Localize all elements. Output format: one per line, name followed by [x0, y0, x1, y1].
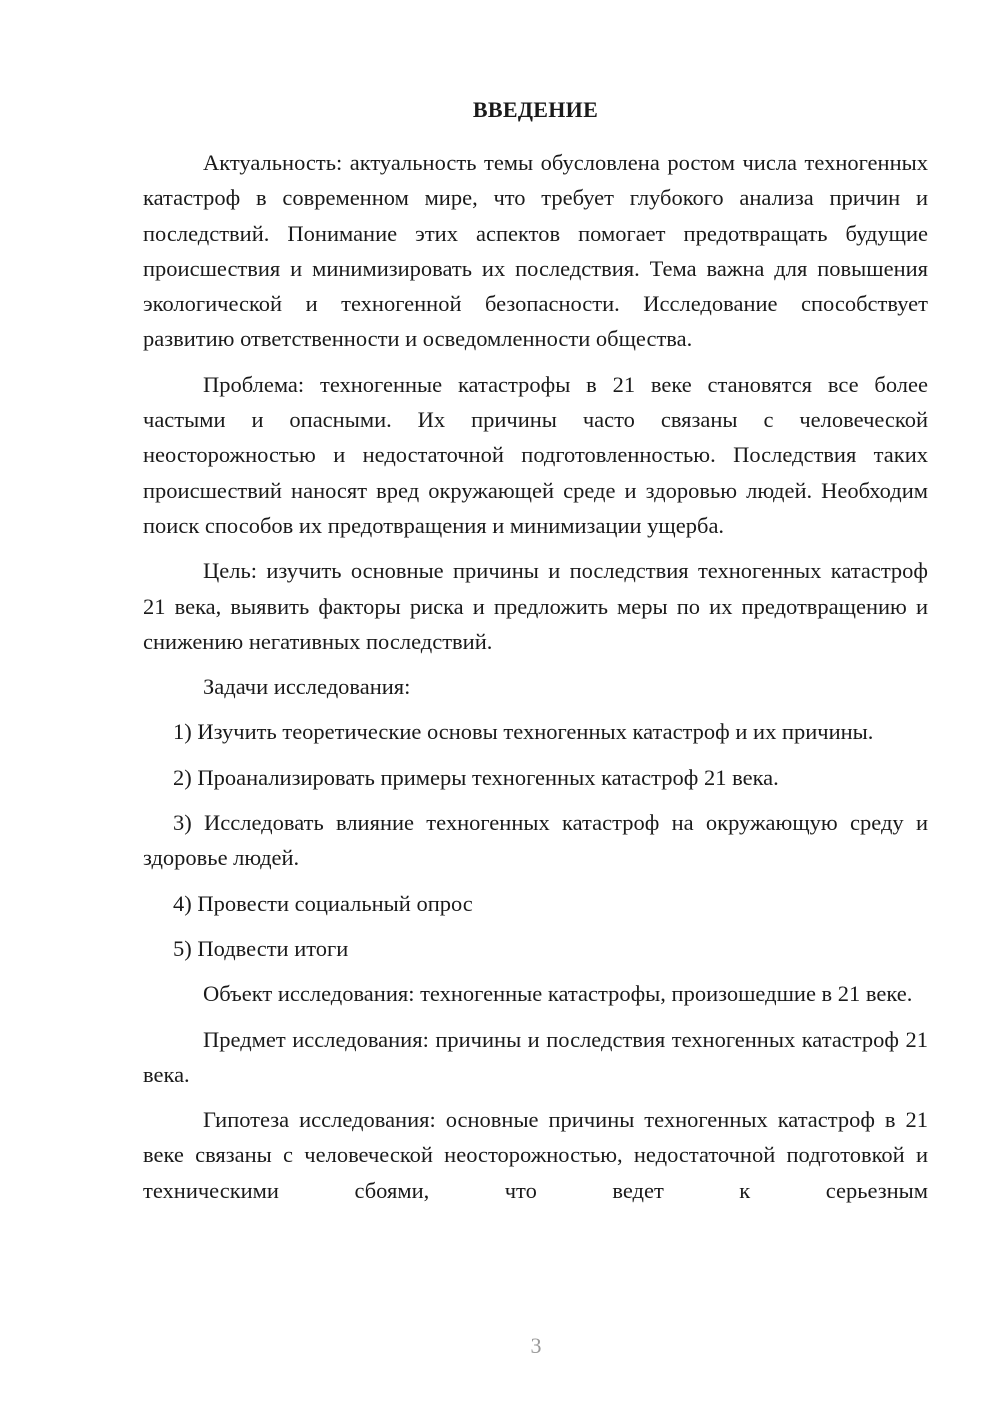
task-item: 5) Подвести итоги — [173, 935, 349, 961]
hypothesis-paragraph: Гипотеза исследования: основные причины техногенных катастроф в 21 веке связаны с человеческой неосторожностью, недостаточной подготовкой и техническими сбоями, что ведет к серьезным — [143, 1107, 928, 1203]
object-paragraph: Объект исследования: техногенные катастрофы, произошедшие в 21 веке. — [203, 981, 913, 1007]
task-item: 1) Изучить теоретические основы техногенных катастроф и их причины. — [173, 719, 874, 745]
relevance-paragraph: Актуальность: актуальность темы обусловлена ростом числа техногенных катастроф в современном мире, что требует глубокого анализа причин и последствий. Понимание этих аспектов помогает предотвращать будущие происшествия и минимизировать их последствия. Тема важна для повышения экологической и техногенной безопасности. Исследование способствует развитию ответственности и осведомленности общества. — [143, 150, 928, 352]
goal-paragraph: Цель: изучить основные причины и последствия техногенных катастроф 21 века, выявить факторы риска и предложить меры по их предотвращению и снижению негативных последствий. — [143, 558, 928, 654]
problem-paragraph: Проблема: техногенные катастрофы в 21 веке становятся все более частыми и опасными. Их причины часто связаны с человеческой неосторожностью и недостаточной подготовленностью. Последствия таких происшествий наносят вред окружающей среде и здоровью людей. Необходим поиск способов их предотвращения и минимизации ущерба. — [143, 371, 928, 538]
task-item: 2) Проанализировать примеры техногенных катастроф 21 века. — [173, 764, 779, 790]
subject-paragraph: Предмет исследования: причины и последствия техногенных катастроф 21 века. — [143, 1026, 928, 1087]
tasks-heading: Задачи исследования: — [203, 674, 411, 700]
page-number: 3 — [530, 1333, 542, 1358]
document-page — [143, 95, 928, 1218]
task-item: 4) Провести социальный опрос — [173, 890, 473, 916]
task-item: 3) Исследовать влияние техногенных катастроф на окружающую среду и здоровье людей. — [143, 810, 928, 871]
section-title: ВВЕДЕНИЕ — [472, 97, 599, 122]
